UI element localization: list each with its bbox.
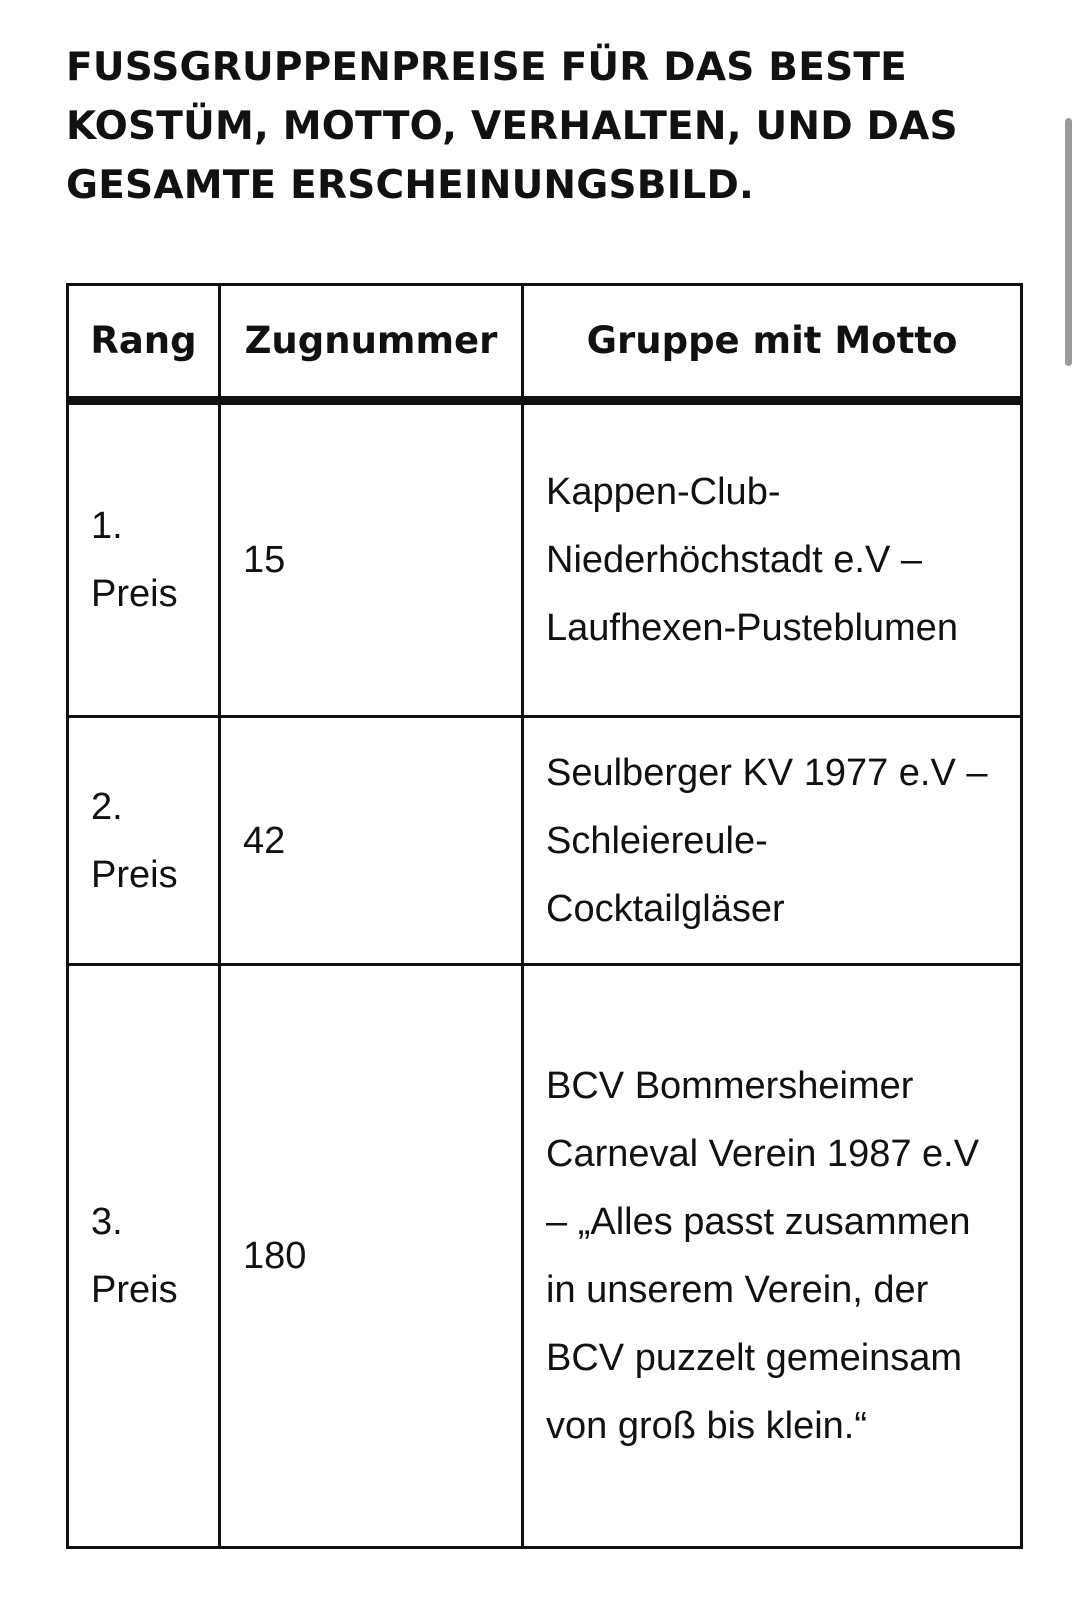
cell-rang: 2. Preis [68, 717, 220, 965]
cell-rang: 3. Preis [68, 965, 220, 1548]
cell-zugnummer: 180 [220, 965, 523, 1548]
column-header-gruppe: Gruppe mit Motto [523, 285, 1022, 401]
vertical-scrollbar[interactable] [1065, 118, 1072, 366]
page-heading: FUSSGRUPPENPREISE FÜR DAS BESTE KOSTÜM, MOTTO, VERHALTEN, UND DAS GESAMTE ERSCHEINUNGSBILD. [66, 45, 958, 208]
cell-gruppe: Kappen-Club-Niederhöchstadt e.V – Laufhexen-Pusteblumen [523, 401, 1022, 717]
column-header-rang: Rang [68, 285, 220, 401]
prize-table [66, 283, 1023, 1549]
table-row [68, 717, 1022, 965]
cell-zugnummer: 42 [220, 717, 523, 965]
table-row [68, 965, 1022, 1548]
cell-rang: 1. Preis [68, 401, 220, 717]
cell-gruppe: BCV Bommersheimer Carneval Verein 1987 e.V – „Alles passt zusammen in unserem Verein, der BCV puzzelt gemeinsam von groß bis klein.“ [523, 965, 1022, 1548]
table-row [68, 401, 1022, 717]
table-header-row [68, 285, 1022, 401]
column-header-zugnummer: Zugnummer [220, 285, 523, 401]
cell-zugnummer: 15 [220, 401, 523, 717]
cell-gruppe: Seulberger KV 1977 e.V – Schleiereule-Cocktailgläser [523, 717, 1022, 965]
